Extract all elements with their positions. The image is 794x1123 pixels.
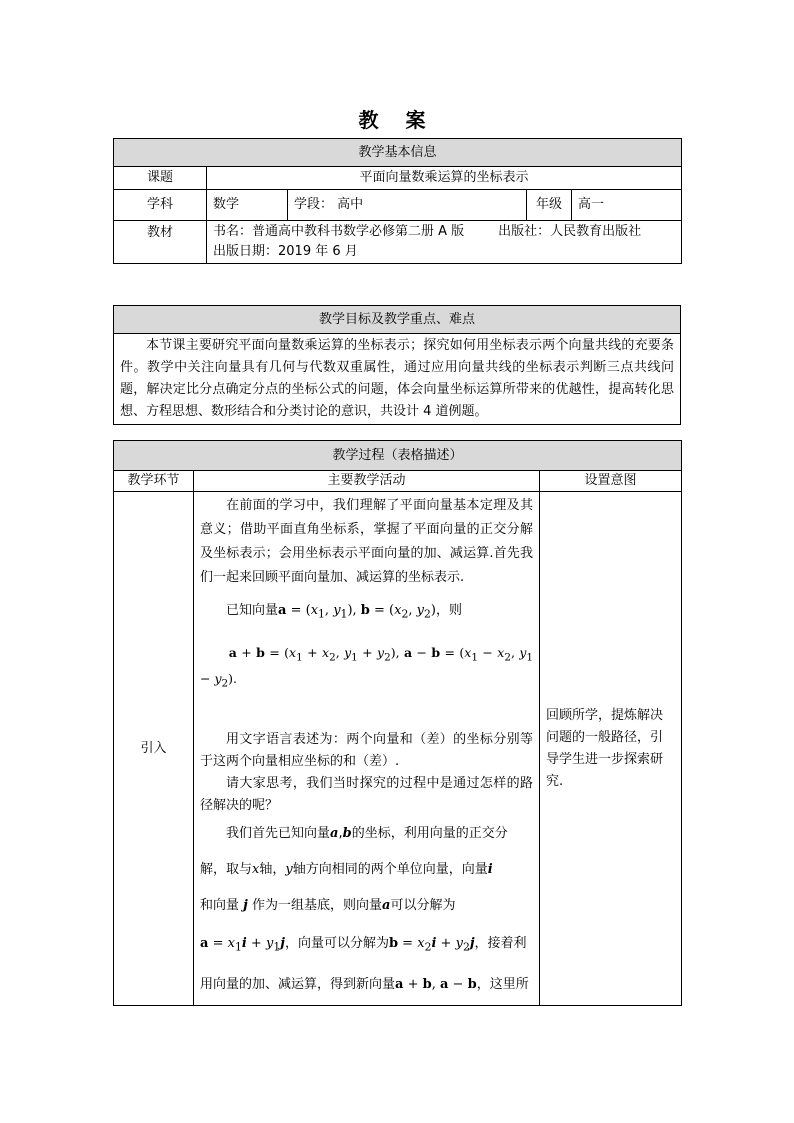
intent-text: 回顾所学，提炼解决问题的一般路径，引导学生进一步探索研究. — [540, 492, 682, 1006]
textbook-info — [207, 221, 682, 264]
stage-label: 学段： — [294, 197, 334, 212]
grade-label: 年级 — [527, 190, 572, 221]
activity-cell — [194, 492, 540, 1006]
activity-p6: 解，取与x轴，y轴方向相同的两个单位向量，向量i — [200, 861, 493, 877]
stage-cell — [288, 190, 527, 221]
textbook-label: 教材 — [114, 221, 207, 264]
activity-p7: 和向量 j 作为一组基底，则向量a可以分解为 — [200, 897, 456, 913]
date-line: 出版日期：2019 年 6 月 — [213, 244, 358, 259]
grade-value: 高一 — [572, 190, 682, 221]
col-activity: 主要教学活动 — [194, 471, 540, 492]
activity-p9: 用向量的加、减运算，得到新向量a + b, a − b，这里所 — [200, 977, 529, 993]
col-stage: 教学环节 — [114, 471, 194, 492]
stage-name: 引入 — [114, 492, 194, 1006]
subject-value: 数学 — [207, 190, 288, 221]
publisher-line: 出版社：人民教育出版社 — [498, 224, 642, 239]
topic-value: 平面向量数乘运算的坐标表示 — [207, 167, 682, 190]
document-title: 教 案 — [358, 108, 436, 132]
goals-text: 本节课主要研究平面向量数乘运算的坐标表示；探究如何用坐标表示两个向量共线的充要条件。教学中关注向量具有几何与代数双重属性，通过应用向量共线的坐标表示判断三点共线问题，解决定比分点确定分点的坐标公式的问题，体会向量坐标运算所带来的优越性，提高转化思想、方程思想、数形结合和分类讨论的意识，共设计 4 道例题。 — [114, 334, 681, 425]
goals-header: 教学目标及教学重点、难点 — [114, 306, 681, 334]
stage-value: 高中 — [337, 197, 364, 212]
book-line: 书名：普通高中教科书数学必修第二册 A 版 — [213, 224, 465, 239]
col-intent: 设置意图 — [540, 471, 682, 492]
topic-label: 课题 — [114, 167, 207, 190]
activity-p4: 请大家思考，我们当时探究的过程中是通过怎样的路径解决的呢？ — [200, 775, 533, 813]
formula-sum-diff: $a + b = (x_1 + x_2$, $y_1 + y_2$), $a - b = (x_1 - x_2$, $y_1 - y_2$). — [200, 644, 533, 690]
goals-table — [113, 305, 681, 425]
activity-p5: 我们首先已知向量a,b的坐标，利用向量的正交分 — [226, 825, 508, 841]
activity-p2: 已知向量$a = (x_1$, $y_1$), $b = (x_2$, $y_2$)，则 — [226, 603, 462, 621]
basic-info-header: 教学基本信息 — [114, 139, 682, 167]
activity-p1: 在前面的学习中，我们理解了平面向量基本定理及其意义；借助平面直角坐标系，掌握了平面向量的正交分解及坐标表示；会用坐标表示平面向量的加、减运算.首先我们一起来回顾平面向量加、减运算的坐标表示. — [200, 498, 533, 585]
process-table — [113, 440, 682, 1006]
activity-p8: $a = x_1i + y_1j$，向量可以分解为$b = x_2i + y_2j$，接着利 — [200, 935, 527, 954]
process-header: 教学过程（表格描述） — [114, 441, 682, 471]
basic-info-table — [113, 138, 682, 264]
activity-p3: 用文字语言表述为：两个向量和（差）的坐标分别等于这两个向量相应坐标的和（差）. — [200, 731, 533, 769]
subject-label: 学科 — [114, 190, 207, 221]
